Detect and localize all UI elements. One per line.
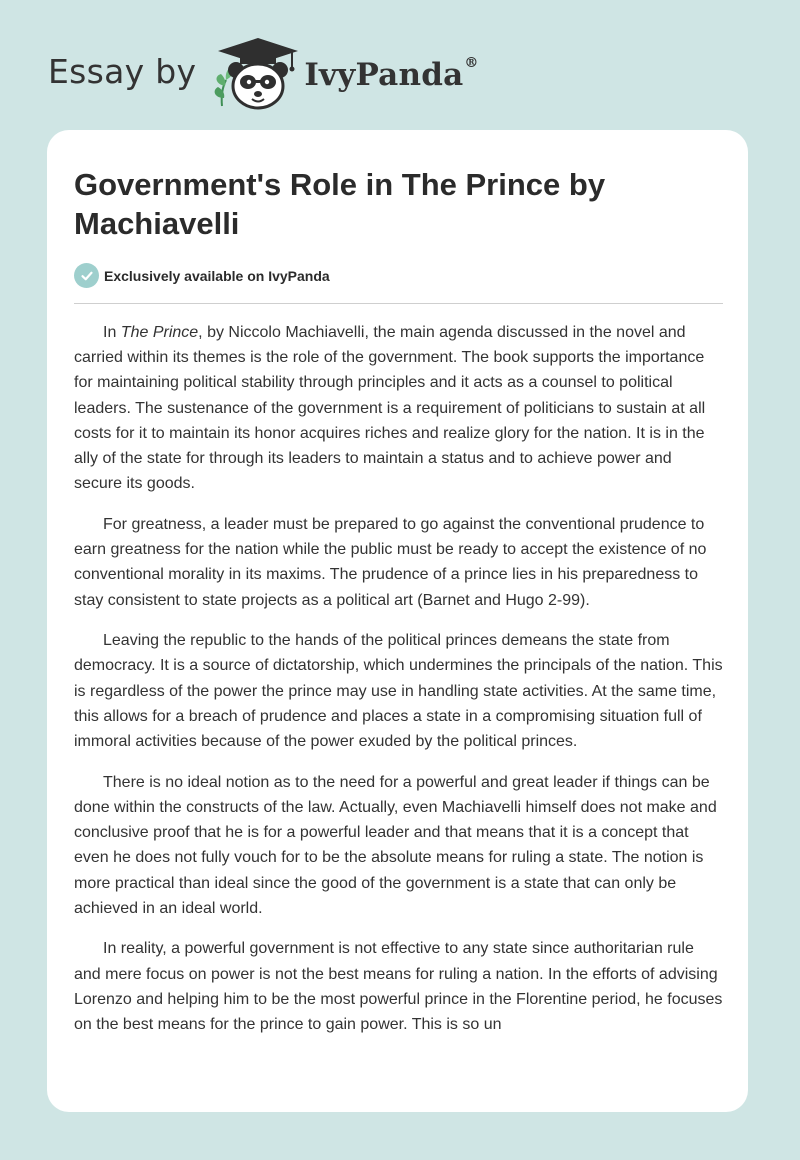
paragraph: For greatness, a leader must be prepared to go against the conventional prudence to earn greatness for the nation while the public must be ready to accept the existence of no conventional morality in its maxims. The prudence of a prince lies in his preparedness to stay consistent to state projects as a political art (Barnet and Hugo 2-99). bbox=[74, 515, 707, 609]
brand-name[interactable] bbox=[304, 57, 478, 93]
paragraph-rest: , by Niccolo Machiavelli, the main agenda discussed in the novel and carried within its themes is the role of the government. The book supports the importance for maintaining political stability through principles and it acts as a counsel to political leaders. The sustenance of the government is a requirement of politicians to sustain at all costs for it to maintain its honor acquires riches and realize glory for the nation. It is in the ally of the state for through its leaders to maintain a status and to achieve power and secure its goods. bbox=[74, 324, 706, 493]
site-header bbox=[48, 34, 479, 114]
divider bbox=[74, 303, 723, 304]
essay-body bbox=[74, 320, 723, 1053]
registered-mark: ® bbox=[464, 55, 479, 71]
paragraph: In reality, a powerful government is not effective to any state since authoritarian rule and mere focus on power is not the best means for ruling a nation. In the efforts of advising Lorenzo and helping him to be the most powerful prince in the Florentine period, he focuses on the best means for the prince to gain power. This is so un bbox=[74, 940, 723, 1034]
panda-logo-icon[interactable] bbox=[212, 36, 300, 112]
exclusive-label: Exclusively available on IvyPanda bbox=[104, 267, 330, 284]
book-title: The Prince bbox=[120, 324, 199, 341]
paragraph: There is no ideal notion as to the need for a powerful and great leader if things can be done within the constructs of the law. Actually, even Machiavelli himself does not make and conclusive proof that he is for a powerful leader and that means that it is a concept that even he does not fully vouch for to be the absolute means for ruling a state. The notion is more practical than ideal since the good of the government is a state that can only be achieved in an ideal world. bbox=[74, 773, 717, 917]
essay-by-label: Essay by bbox=[48, 51, 197, 91]
exclusive-badge bbox=[74, 263, 330, 288]
paragraph: Leaving the republic to the hands of the political princes demeans the state from democracy. It is a source of dictatorship, which undermines the principals of the nation. This is regardless of the power the prince may use in handling state activities. At the same time, this allows for a breach of prudence and places a state in a compromising situation full of immoral activities because of the power exuded by the political princes. bbox=[74, 632, 723, 751]
paragraph-intro: In bbox=[103, 324, 121, 341]
check-icon bbox=[74, 263, 99, 288]
essay-title: Government's Role in The Prince by Machiavelli bbox=[74, 167, 606, 241]
essay-card bbox=[47, 130, 748, 1112]
paragraph bbox=[74, 320, 723, 496]
brand-label: IvyPanda bbox=[304, 57, 464, 93]
